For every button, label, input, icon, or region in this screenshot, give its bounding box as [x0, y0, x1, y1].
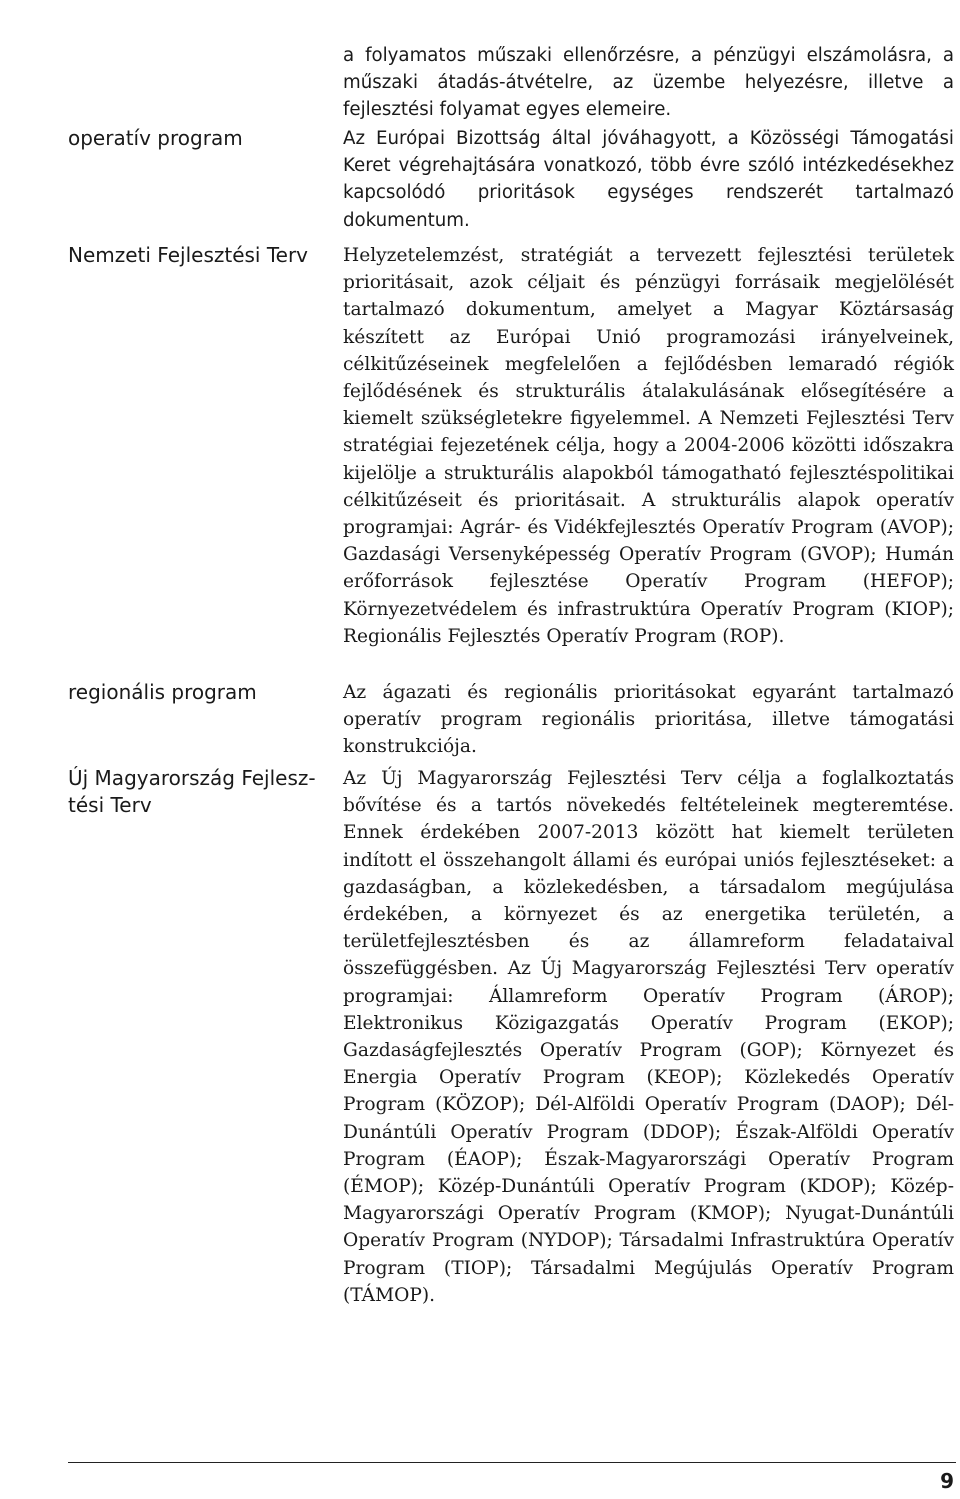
glossary-term: operatív program: [68, 126, 243, 150]
page-number: 9: [940, 1469, 954, 1493]
continuation-definition: a folyamatos műszaki ellenőrzésre, a pénzügyi elszámolásra, a műszaki átadás-átvételre, az üzembe helyezésre, illetve a fejlesztési folyamat egyes elemeire.: [343, 45, 954, 121]
glossary-definition: Az ágazati és regionális prioritásokat egyaránt tartalmazó operatív program regionális prioritása, illetve támogatási konstrukciója.: [343, 682, 954, 758]
footer-divider: [68, 1462, 956, 1463]
glossary-term: Nemzeti Fejlesztési Terv: [68, 243, 309, 267]
glossary-definition: Helyzetelemzést, stratégiát a tervezett fejlesztési területek prioritásait, azok céljait és pénzügyi forrásaik megjelölését tartalmazó dokumentum, amelyet a Magyar Köztársaság készített az Európai Unió programozási irányelveinek, célkitűzéseinek megfelelően a fejlődésben lemaradó régiók fejlődésének és strukturális átalakulásának elősegítésére a kiemelt szükségletekre figyelemmel. A Nemzeti Fejlesztési Terv stratégiai fejezetének célja, hogy a 2004-2006 közötti időszakra kijelölje a strukturális alapokból támogatható fejlesztéspolitikai célkitűzéseit és prioritásait. A strukturális alapok operatív programjai: Agrár- és Vidékfejlesztés Operatív Program (AVOP); Gazdasági Versenyképesség Operatív Program (GVOP); Humán erőforrások fejlesztése Operatív Program (HEFOP); Környezetvédelem és infrastruktúra Operatív Program (KIOP); Regionális Fejlesztés Operatív Program (ROP).: [343, 245, 954, 647]
glossary-definition: Az Európai Bizottság által jóváhagyott, a Közösségi Támogatási Keret végrehajtására vonatkozó, több évre szóló intézkedésekhez kapcsolódó prioritások egységes rendszerét tartalmazó dokumentum.: [343, 128, 954, 231]
glossary-definition: Az Új Magyarország Fejlesztési Terv célja a foglalkoztatás bővítése és a tartós növekedés feltételeinek megteremtése. Ennek érdekében 2007-2013 között hat kiemelt területen indított el összehangolt állami és európai uniós fejlesztéseket: a gazdaságban, a közlekedésben, a társadalom megújulása érdekében, a környezet és az energetika területén, a területfejlesztésben és az államreform feladataival összefüggésben. Az Új Magyarország Fejlesztési Terv operatív programjai: Államreform Operatív Program (ÁROP); Elektronikus Közigazgatás Operatív Program (EKOP); Gazdaságfejlesztés Operatív Program (GOP); Környezet és Energia Operatív Program (KEOP); Közlekedés Operatív Program (KÖZOP); Dél-Alföldi Operatív Program (DAOP); Dél-Dunántúli Operatív Program (DDOP); Észak-Alföldi Operatív Program (ÉAOP); Észak-Magyarországi Operatív Program (ÉMOP); Közép-Dunántúli Operatív Program (KDOP); Közép-Magyarországi Operatív Program (KMOP); Nyugat-Dunántúli Operatív Program (NYDOP); Társadalmi Infrastruktúra Operatív Program (TIOP); Társadalmi Megújulás Operatív Program (TÁMOP).: [343, 768, 954, 1306]
glossary-term: regionális program: [68, 680, 257, 704]
glossary-term: Új Magyarország Fejlesztési Terv: [68, 766, 316, 817]
